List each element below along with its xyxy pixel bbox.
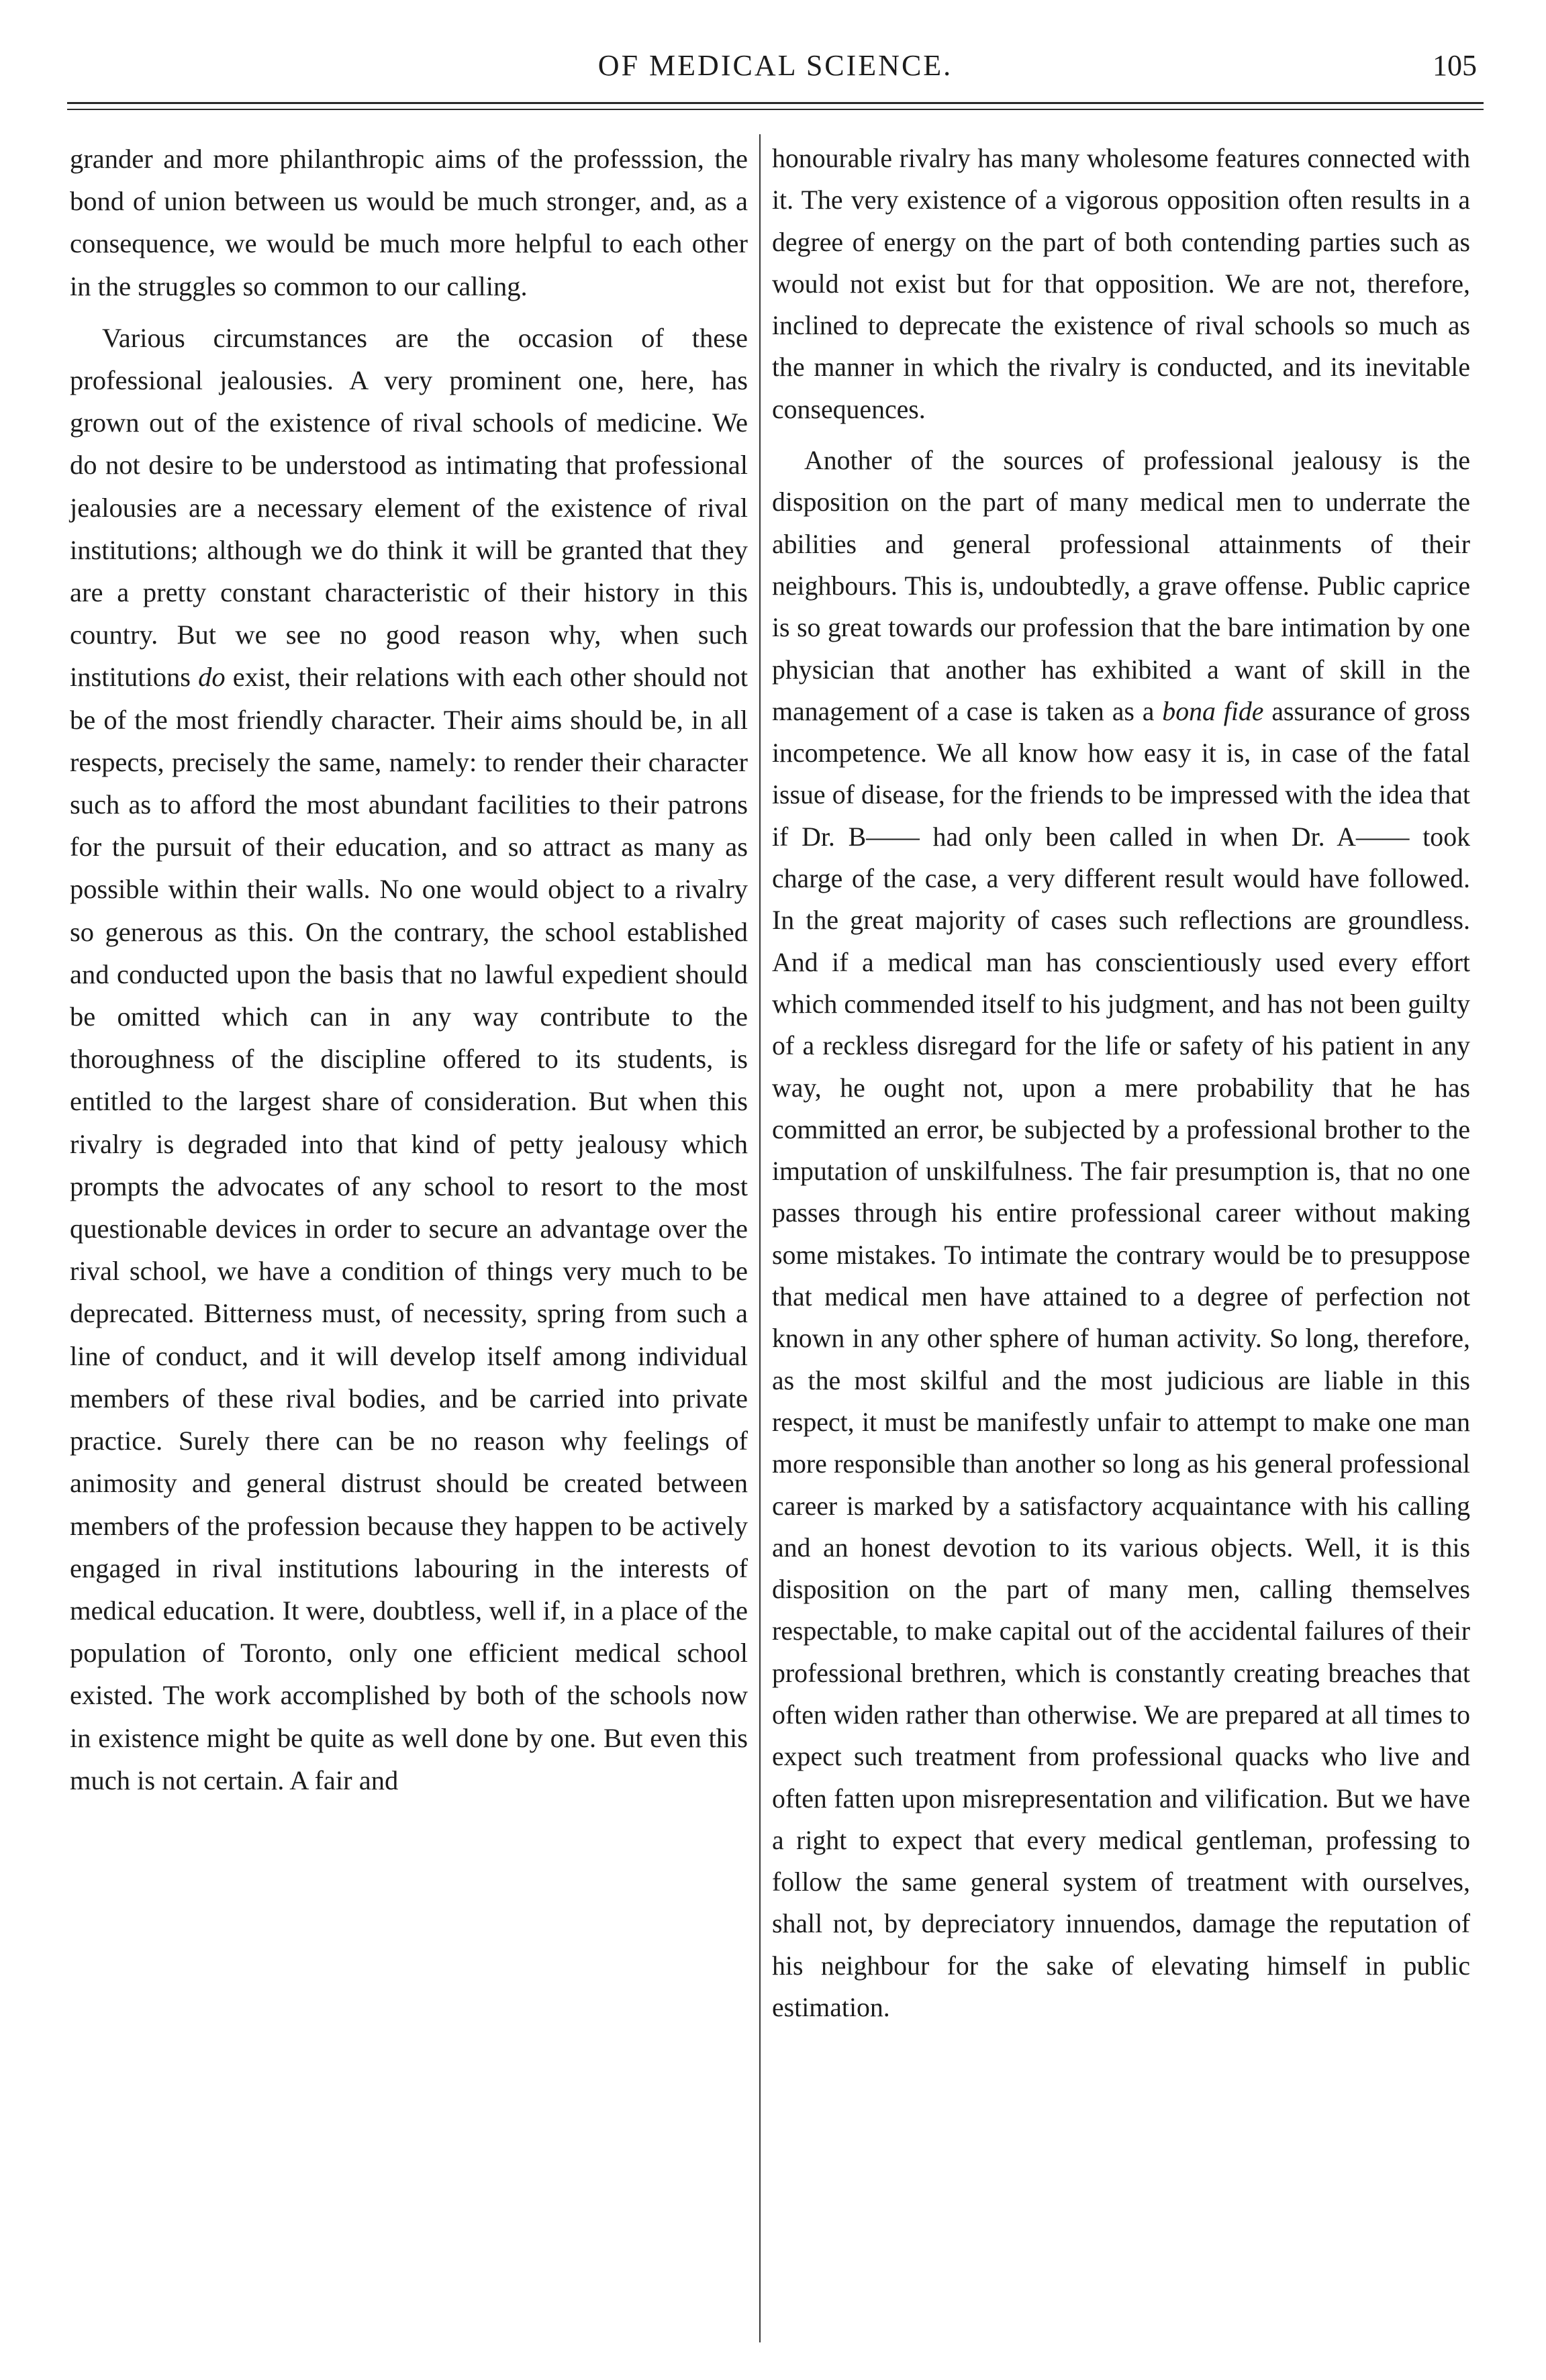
right-paragraph-2 <box>772 440 1470 2028</box>
right-paragraph-2-text-a: Another of the sources of professional jealousy is the disposition on the part of many medical men to underrate the abilities and general professional attainments of their neighbours. This is, undoubtedly, a grave offense. Public caprice is so great towards our profession that the bare intimation by one physician that another has exhibited a want of skill in the management of a case is taken as a <box>772 446 1470 726</box>
running-title: OF MEDICAL SCIENCE. <box>597 49 953 82</box>
right-paragraph-2-text-b: assurance of gross incompetence. We all know how easy it is, in case of the fatal issue of disease, for the friends to be impressed with the idea that if Dr. B—— had only been called in when Dr. A—— took charge of the case, a very different result would have followed. In the great majority of cases such reflections are groundless. And if a medical man has conscientiously used every effort which commended itself to his judgment, and has not been guilty of a reckless disregard for the life or safety of his patient in any way, he ought not, upon a mere probability that he has committed an error, be subjected by a professional brother to the imputation of unskilfulness. The fair presumption is, that no one passes through his entire professional career without making some mistakes. To intimate the contrary would be to presuppose that medical men have attained to a degree of perfection not known in any other sphere of human activity. So long, therefore, as the most skilful and the most judicious are liable in this respect, it must be manifestly unfair to attempt to make one man more responsible than another so long as his general professional career is marked by a satisfactory acquaintance with his calling and an honest devotion to its various objects. Well, it is this disposition on the part of many men, calling themselves respectable, to make capital out of the accidental failures of their professional brethren, which is constantly creating breaches that often widen rather than otherwise. We are prepared at all times to expect such treatment from professional quacks who live and often fatten upon misrepresentation and vilification. But we have a right to expect that every medical gentleman, professing to follow the same general system of treatment with ourselves, shall not, by depreciatory innuendos, damage the reputation of his neighbour for the sake of elevating himself in public estimation. <box>772 696 1470 2023</box>
left-column <box>70 138 748 1801</box>
running-head <box>67 42 1484 93</box>
page-number: 105 <box>1433 49 1477 82</box>
left-paragraph-2 <box>70 317 748 1801</box>
right-paragraph-1: honourable rivalry has many wholesome features connected with it. The very existence of a vigorous opposition often results in a degree of energy on the part of both contending parties such as would not exist but for that opposition. We are not, therefore, inclined to deprecate the existence of rival schools so much as the manner in which the rivalry is conducted, and its inevitable consequences. <box>772 144 1470 424</box>
header-rule-bottom <box>67 109 1484 110</box>
left-paragraph-2-text-b: exist, their relations with each other should not be of the most friendly character. Their aims should be, in all respects, precisely the same, namely: to render their character such as to afford the most abundant facilities to their patrons for the pursuit of their education, and so attract as many as possible within their walls. No one would object to a rivalry so generous as this. On the contrary, the school established and conducted upon the basis that no lawful expedient should be omitted which can in any way contribute to the thoroughness of the discipline offered to its students, is entitled to the largest share of consideration. But when this rivalry is degraded into that kind of petty jealousy which prompts the advocates of any school to resort to the most questionable devices in order to secure an advantage over the rival school, we have a condition of things very much to be deprecated. Bitterness must, of necessity, spring from such a line of conduct, and it will develop itself among individual members of these rival bodies, and be carried into private practice. Surely there can be no reason why feelings of animosity and general distrust should be created between members of the profession because they happen to be actively engaged in rival institutions labouring in the interests of medical education. It were, doubtless, well if, in a place of the population of Toronto, only one efficient medical school existed. The work accomplished by both of the schools now in existence might be quite as well done by one. But even this much is not certain. A fair and <box>70 662 748 1795</box>
right-paragraph-2-emphasis: bona fide <box>1162 696 1264 726</box>
column-divider <box>759 134 761 2342</box>
left-paragraph-1: grander and more philanthropic aims of the professsion, the bond of union between us would be much stronger, and, as a consequence, we would be much more helpful to each other in the struggles so common to our calling. <box>70 144 748 301</box>
left-paragraph-2-text-a: Various circumstances are the occasion of these professional jealousies. A very prominent one, here, has grown out of the existence of rival schools of medicine. We do not desire to be understood as intimating that professional jealousies are a necessary element of the existence of rival institutions; although we do think it will be granted that they are a pretty constant characteristic of their history in this country. But we see no good reason why, when such institutions <box>70 322 748 693</box>
header-rule-top <box>67 102 1484 104</box>
left-paragraph-2-emphasis: do <box>198 662 226 693</box>
right-column <box>772 138 1470 2028</box>
